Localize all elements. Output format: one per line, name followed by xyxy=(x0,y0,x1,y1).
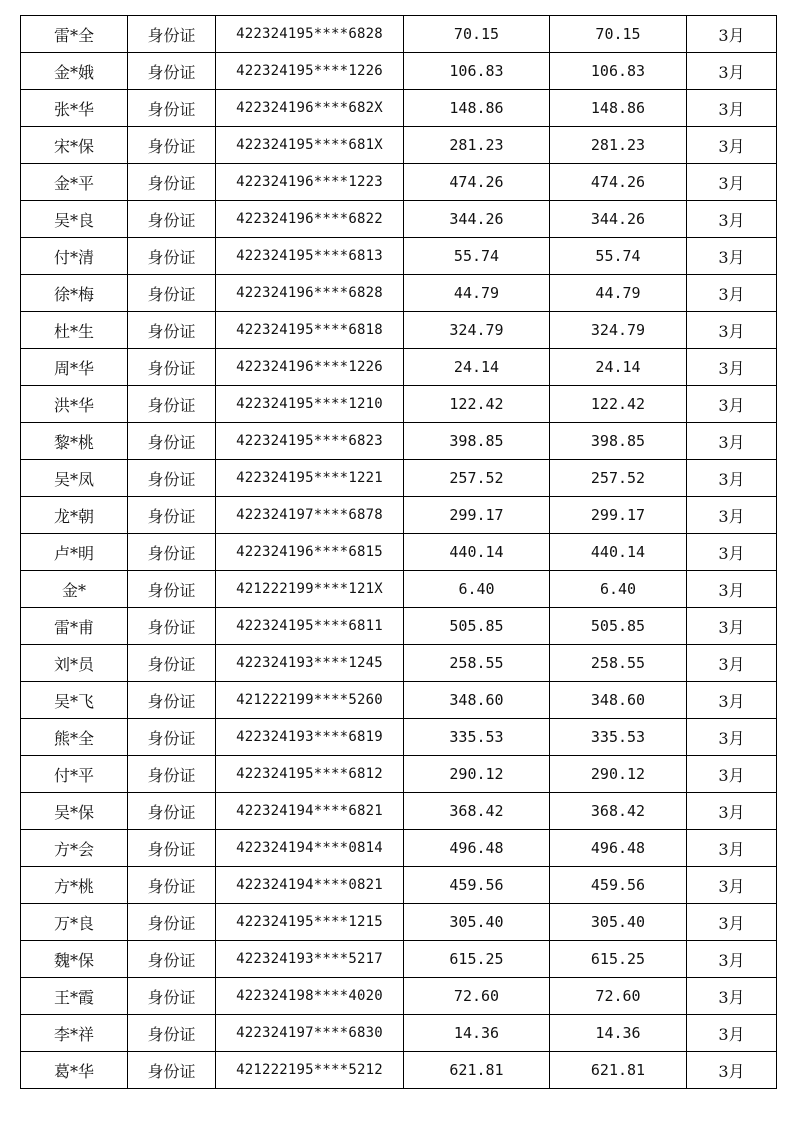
payout-amount-cell: 348.60 xyxy=(550,682,687,719)
amount-cell: 122.42 xyxy=(404,386,550,423)
id-number-cell: 421222199****121X xyxy=(216,571,404,608)
table-row xyxy=(21,423,777,460)
person-name-cell: 魏*保 xyxy=(21,941,128,978)
amount-cell: 496.48 xyxy=(404,830,550,867)
person-name-cell: 金*平 xyxy=(21,164,128,201)
table-row xyxy=(21,90,777,127)
id-type-cell: 身份证 xyxy=(128,164,216,201)
person-name-cell: 万*良 xyxy=(21,904,128,941)
payout-amount-cell: 496.48 xyxy=(550,830,687,867)
amount-cell: 459.56 xyxy=(404,867,550,904)
month-cell: 3月 xyxy=(687,645,777,682)
month-cell: 3月 xyxy=(687,978,777,1015)
roster-table-body xyxy=(21,16,777,1089)
table-row xyxy=(21,164,777,201)
person-name-cell: 宋*保 xyxy=(21,127,128,164)
payout-amount-cell: 281.23 xyxy=(550,127,687,164)
table-row xyxy=(21,645,777,682)
person-name-cell: 龙*朝 xyxy=(21,497,128,534)
amount-cell: 24.14 xyxy=(404,349,550,386)
id-type-cell: 身份证 xyxy=(128,460,216,497)
table-row xyxy=(21,275,777,312)
table-row xyxy=(21,534,777,571)
person-name-cell: 王*霞 xyxy=(21,978,128,1015)
id-type-cell: 身份证 xyxy=(128,682,216,719)
person-name-cell: 熊*全 xyxy=(21,719,128,756)
payout-amount-cell: 72.60 xyxy=(550,978,687,1015)
month-cell: 3月 xyxy=(687,756,777,793)
id-number-cell: 422324195****6818 xyxy=(216,312,404,349)
payout-amount-cell: 106.83 xyxy=(550,53,687,90)
table-row xyxy=(21,386,777,423)
payout-amount-cell: 459.56 xyxy=(550,867,687,904)
table-row xyxy=(21,238,777,275)
person-name-cell: 雷*全 xyxy=(21,16,128,53)
person-name-cell: 吴*良 xyxy=(21,201,128,238)
id-number-cell: 421222195****5212 xyxy=(216,1052,404,1089)
id-number-cell: 422324193****1245 xyxy=(216,645,404,682)
table-row xyxy=(21,978,777,1015)
id-type-cell: 身份证 xyxy=(128,793,216,830)
person-name-cell: 方*会 xyxy=(21,830,128,867)
person-name-cell: 吴*凤 xyxy=(21,460,128,497)
month-cell: 3月 xyxy=(687,275,777,312)
month-cell: 3月 xyxy=(687,941,777,978)
id-type-cell: 身份证 xyxy=(128,645,216,682)
id-type-cell: 身份证 xyxy=(128,312,216,349)
month-cell: 3月 xyxy=(687,534,777,571)
id-type-cell: 身份证 xyxy=(128,53,216,90)
table-row xyxy=(21,312,777,349)
payout-amount-cell: 368.42 xyxy=(550,793,687,830)
month-cell: 3月 xyxy=(687,423,777,460)
month-cell: 3月 xyxy=(687,312,777,349)
payment-roster-table xyxy=(20,15,777,1089)
amount-cell: 258.55 xyxy=(404,645,550,682)
payout-amount-cell: 440.14 xyxy=(550,534,687,571)
id-number-cell: 422324195****6812 xyxy=(216,756,404,793)
id-number-cell: 421222199****5260 xyxy=(216,682,404,719)
id-number-cell: 422324196****6822 xyxy=(216,201,404,238)
table-row xyxy=(21,830,777,867)
payout-amount-cell: 148.86 xyxy=(550,90,687,127)
id-type-cell: 身份证 xyxy=(128,904,216,941)
table-row xyxy=(21,16,777,53)
payout-amount-cell: 258.55 xyxy=(550,645,687,682)
table-row xyxy=(21,349,777,386)
amount-cell: 615.25 xyxy=(404,941,550,978)
table-row xyxy=(21,1015,777,1052)
month-cell: 3月 xyxy=(687,349,777,386)
id-number-cell: 422324195****6811 xyxy=(216,608,404,645)
id-type-cell: 身份证 xyxy=(128,497,216,534)
payout-amount-cell: 55.74 xyxy=(550,238,687,275)
amount-cell: 505.85 xyxy=(404,608,550,645)
amount-cell: 368.42 xyxy=(404,793,550,830)
table-row xyxy=(21,719,777,756)
amount-cell: 55.74 xyxy=(404,238,550,275)
id-number-cell: 422324197****6830 xyxy=(216,1015,404,1052)
id-number-cell: 422324195****6823 xyxy=(216,423,404,460)
amount-cell: 299.17 xyxy=(404,497,550,534)
id-type-cell: 身份证 xyxy=(128,756,216,793)
id-number-cell: 422324195****1221 xyxy=(216,460,404,497)
payout-amount-cell: 344.26 xyxy=(550,201,687,238)
amount-cell: 148.86 xyxy=(404,90,550,127)
person-name-cell: 黎*桃 xyxy=(21,423,128,460)
person-name-cell: 张*华 xyxy=(21,90,128,127)
month-cell: 3月 xyxy=(687,497,777,534)
table-row xyxy=(21,793,777,830)
id-type-cell: 身份证 xyxy=(128,1052,216,1089)
id-number-cell: 422324195****1215 xyxy=(216,904,404,941)
table-row xyxy=(21,756,777,793)
payout-amount-cell: 44.79 xyxy=(550,275,687,312)
id-number-cell: 422324195****6813 xyxy=(216,238,404,275)
table-row xyxy=(21,571,777,608)
id-type-cell: 身份证 xyxy=(128,201,216,238)
id-type-cell: 身份证 xyxy=(128,571,216,608)
id-number-cell: 422324195****1210 xyxy=(216,386,404,423)
id-number-cell: 422324196****6815 xyxy=(216,534,404,571)
month-cell: 3月 xyxy=(687,127,777,164)
month-cell: 3月 xyxy=(687,682,777,719)
id-type-cell: 身份证 xyxy=(128,534,216,571)
amount-cell: 290.12 xyxy=(404,756,550,793)
amount-cell: 305.40 xyxy=(404,904,550,941)
month-cell: 3月 xyxy=(687,793,777,830)
id-number-cell: 422324197****6878 xyxy=(216,497,404,534)
payout-amount-cell: 290.12 xyxy=(550,756,687,793)
month-cell: 3月 xyxy=(687,904,777,941)
table-row xyxy=(21,201,777,238)
payout-amount-cell: 615.25 xyxy=(550,941,687,978)
id-type-cell: 身份证 xyxy=(128,423,216,460)
person-name-cell: 徐*梅 xyxy=(21,275,128,312)
payout-amount-cell: 398.85 xyxy=(550,423,687,460)
amount-cell: 106.83 xyxy=(404,53,550,90)
table-row xyxy=(21,127,777,164)
payout-amount-cell: 257.52 xyxy=(550,460,687,497)
payout-amount-cell: 324.79 xyxy=(550,312,687,349)
table-row xyxy=(21,867,777,904)
id-type-cell: 身份证 xyxy=(128,16,216,53)
month-cell: 3月 xyxy=(687,164,777,201)
id-type-cell: 身份证 xyxy=(128,608,216,645)
id-type-cell: 身份证 xyxy=(128,238,216,275)
month-cell: 3月 xyxy=(687,460,777,497)
person-name-cell: 卢*明 xyxy=(21,534,128,571)
id-number-cell: 422324193****6819 xyxy=(216,719,404,756)
payout-amount-cell: 6.40 xyxy=(550,571,687,608)
table-row xyxy=(21,608,777,645)
id-number-cell: 422324195****1226 xyxy=(216,53,404,90)
person-name-cell: 付*清 xyxy=(21,238,128,275)
table-row xyxy=(21,682,777,719)
amount-cell: 14.36 xyxy=(404,1015,550,1052)
id-type-cell: 身份证 xyxy=(128,127,216,164)
month-cell: 3月 xyxy=(687,53,777,90)
table-row xyxy=(21,904,777,941)
id-type-cell: 身份证 xyxy=(128,830,216,867)
payout-amount-cell: 621.81 xyxy=(550,1052,687,1089)
id-type-cell: 身份证 xyxy=(128,978,216,1015)
table-row xyxy=(21,53,777,90)
id-type-cell: 身份证 xyxy=(128,719,216,756)
amount-cell: 398.85 xyxy=(404,423,550,460)
id-type-cell: 身份证 xyxy=(128,867,216,904)
amount-cell: 440.14 xyxy=(404,534,550,571)
id-type-cell: 身份证 xyxy=(128,386,216,423)
amount-cell: 344.26 xyxy=(404,201,550,238)
person-name-cell: 周*华 xyxy=(21,349,128,386)
amount-cell: 348.60 xyxy=(404,682,550,719)
amount-cell: 44.79 xyxy=(404,275,550,312)
person-name-cell: 金*娥 xyxy=(21,53,128,90)
payout-amount-cell: 505.85 xyxy=(550,608,687,645)
month-cell: 3月 xyxy=(687,1052,777,1089)
id-type-cell: 身份证 xyxy=(128,1015,216,1052)
month-cell: 3月 xyxy=(687,386,777,423)
person-name-cell: 杜*生 xyxy=(21,312,128,349)
id-number-cell: 422324198****4020 xyxy=(216,978,404,1015)
person-name-cell: 吴*保 xyxy=(21,793,128,830)
payout-amount-cell: 335.53 xyxy=(550,719,687,756)
amount-cell: 6.40 xyxy=(404,571,550,608)
payout-amount-cell: 299.17 xyxy=(550,497,687,534)
month-cell: 3月 xyxy=(687,867,777,904)
table-row xyxy=(21,497,777,534)
table-row xyxy=(21,460,777,497)
person-name-cell: 金* xyxy=(21,571,128,608)
amount-cell: 621.81 xyxy=(404,1052,550,1089)
person-name-cell: 洪*华 xyxy=(21,386,128,423)
id-type-cell: 身份证 xyxy=(128,90,216,127)
id-number-cell: 422324194****6821 xyxy=(216,793,404,830)
id-type-cell: 身份证 xyxy=(128,275,216,312)
month-cell: 3月 xyxy=(687,608,777,645)
id-number-cell: 422324196****682X xyxy=(216,90,404,127)
id-number-cell: 422324196****1226 xyxy=(216,349,404,386)
payout-amount-cell: 474.26 xyxy=(550,164,687,201)
month-cell: 3月 xyxy=(687,90,777,127)
payout-amount-cell: 14.36 xyxy=(550,1015,687,1052)
month-cell: 3月 xyxy=(687,719,777,756)
amount-cell: 281.23 xyxy=(404,127,550,164)
id-number-cell: 422324195****681X xyxy=(216,127,404,164)
person-name-cell: 付*平 xyxy=(21,756,128,793)
amount-cell: 474.26 xyxy=(404,164,550,201)
person-name-cell: 刘*员 xyxy=(21,645,128,682)
month-cell: 3月 xyxy=(687,16,777,53)
id-number-cell: 422324194****0821 xyxy=(216,867,404,904)
person-name-cell: 雷*甫 xyxy=(21,608,128,645)
payout-amount-cell: 24.14 xyxy=(550,349,687,386)
person-name-cell: 方*桃 xyxy=(21,867,128,904)
amount-cell: 335.53 xyxy=(404,719,550,756)
id-number-cell: 422324196****6828 xyxy=(216,275,404,312)
payout-amount-cell: 70.15 xyxy=(550,16,687,53)
month-cell: 3月 xyxy=(687,571,777,608)
person-name-cell: 李*祥 xyxy=(21,1015,128,1052)
payout-amount-cell: 122.42 xyxy=(550,386,687,423)
amount-cell: 70.15 xyxy=(404,16,550,53)
id-number-cell: 422324194****0814 xyxy=(216,830,404,867)
table-row xyxy=(21,941,777,978)
person-name-cell: 吴*飞 xyxy=(21,682,128,719)
month-cell: 3月 xyxy=(687,1015,777,1052)
id-type-cell: 身份证 xyxy=(128,349,216,386)
amount-cell: 72.60 xyxy=(404,978,550,1015)
amount-cell: 257.52 xyxy=(404,460,550,497)
amount-cell: 324.79 xyxy=(404,312,550,349)
payout-amount-cell: 305.40 xyxy=(550,904,687,941)
table-row xyxy=(21,1052,777,1089)
id-number-cell: 422324193****5217 xyxy=(216,941,404,978)
id-number-cell: 422324195****6828 xyxy=(216,16,404,53)
id-number-cell: 422324196****1223 xyxy=(216,164,404,201)
month-cell: 3月 xyxy=(687,201,777,238)
month-cell: 3月 xyxy=(687,830,777,867)
month-cell: 3月 xyxy=(687,238,777,275)
id-type-cell: 身份证 xyxy=(128,941,216,978)
person-name-cell: 葛*华 xyxy=(21,1052,128,1089)
